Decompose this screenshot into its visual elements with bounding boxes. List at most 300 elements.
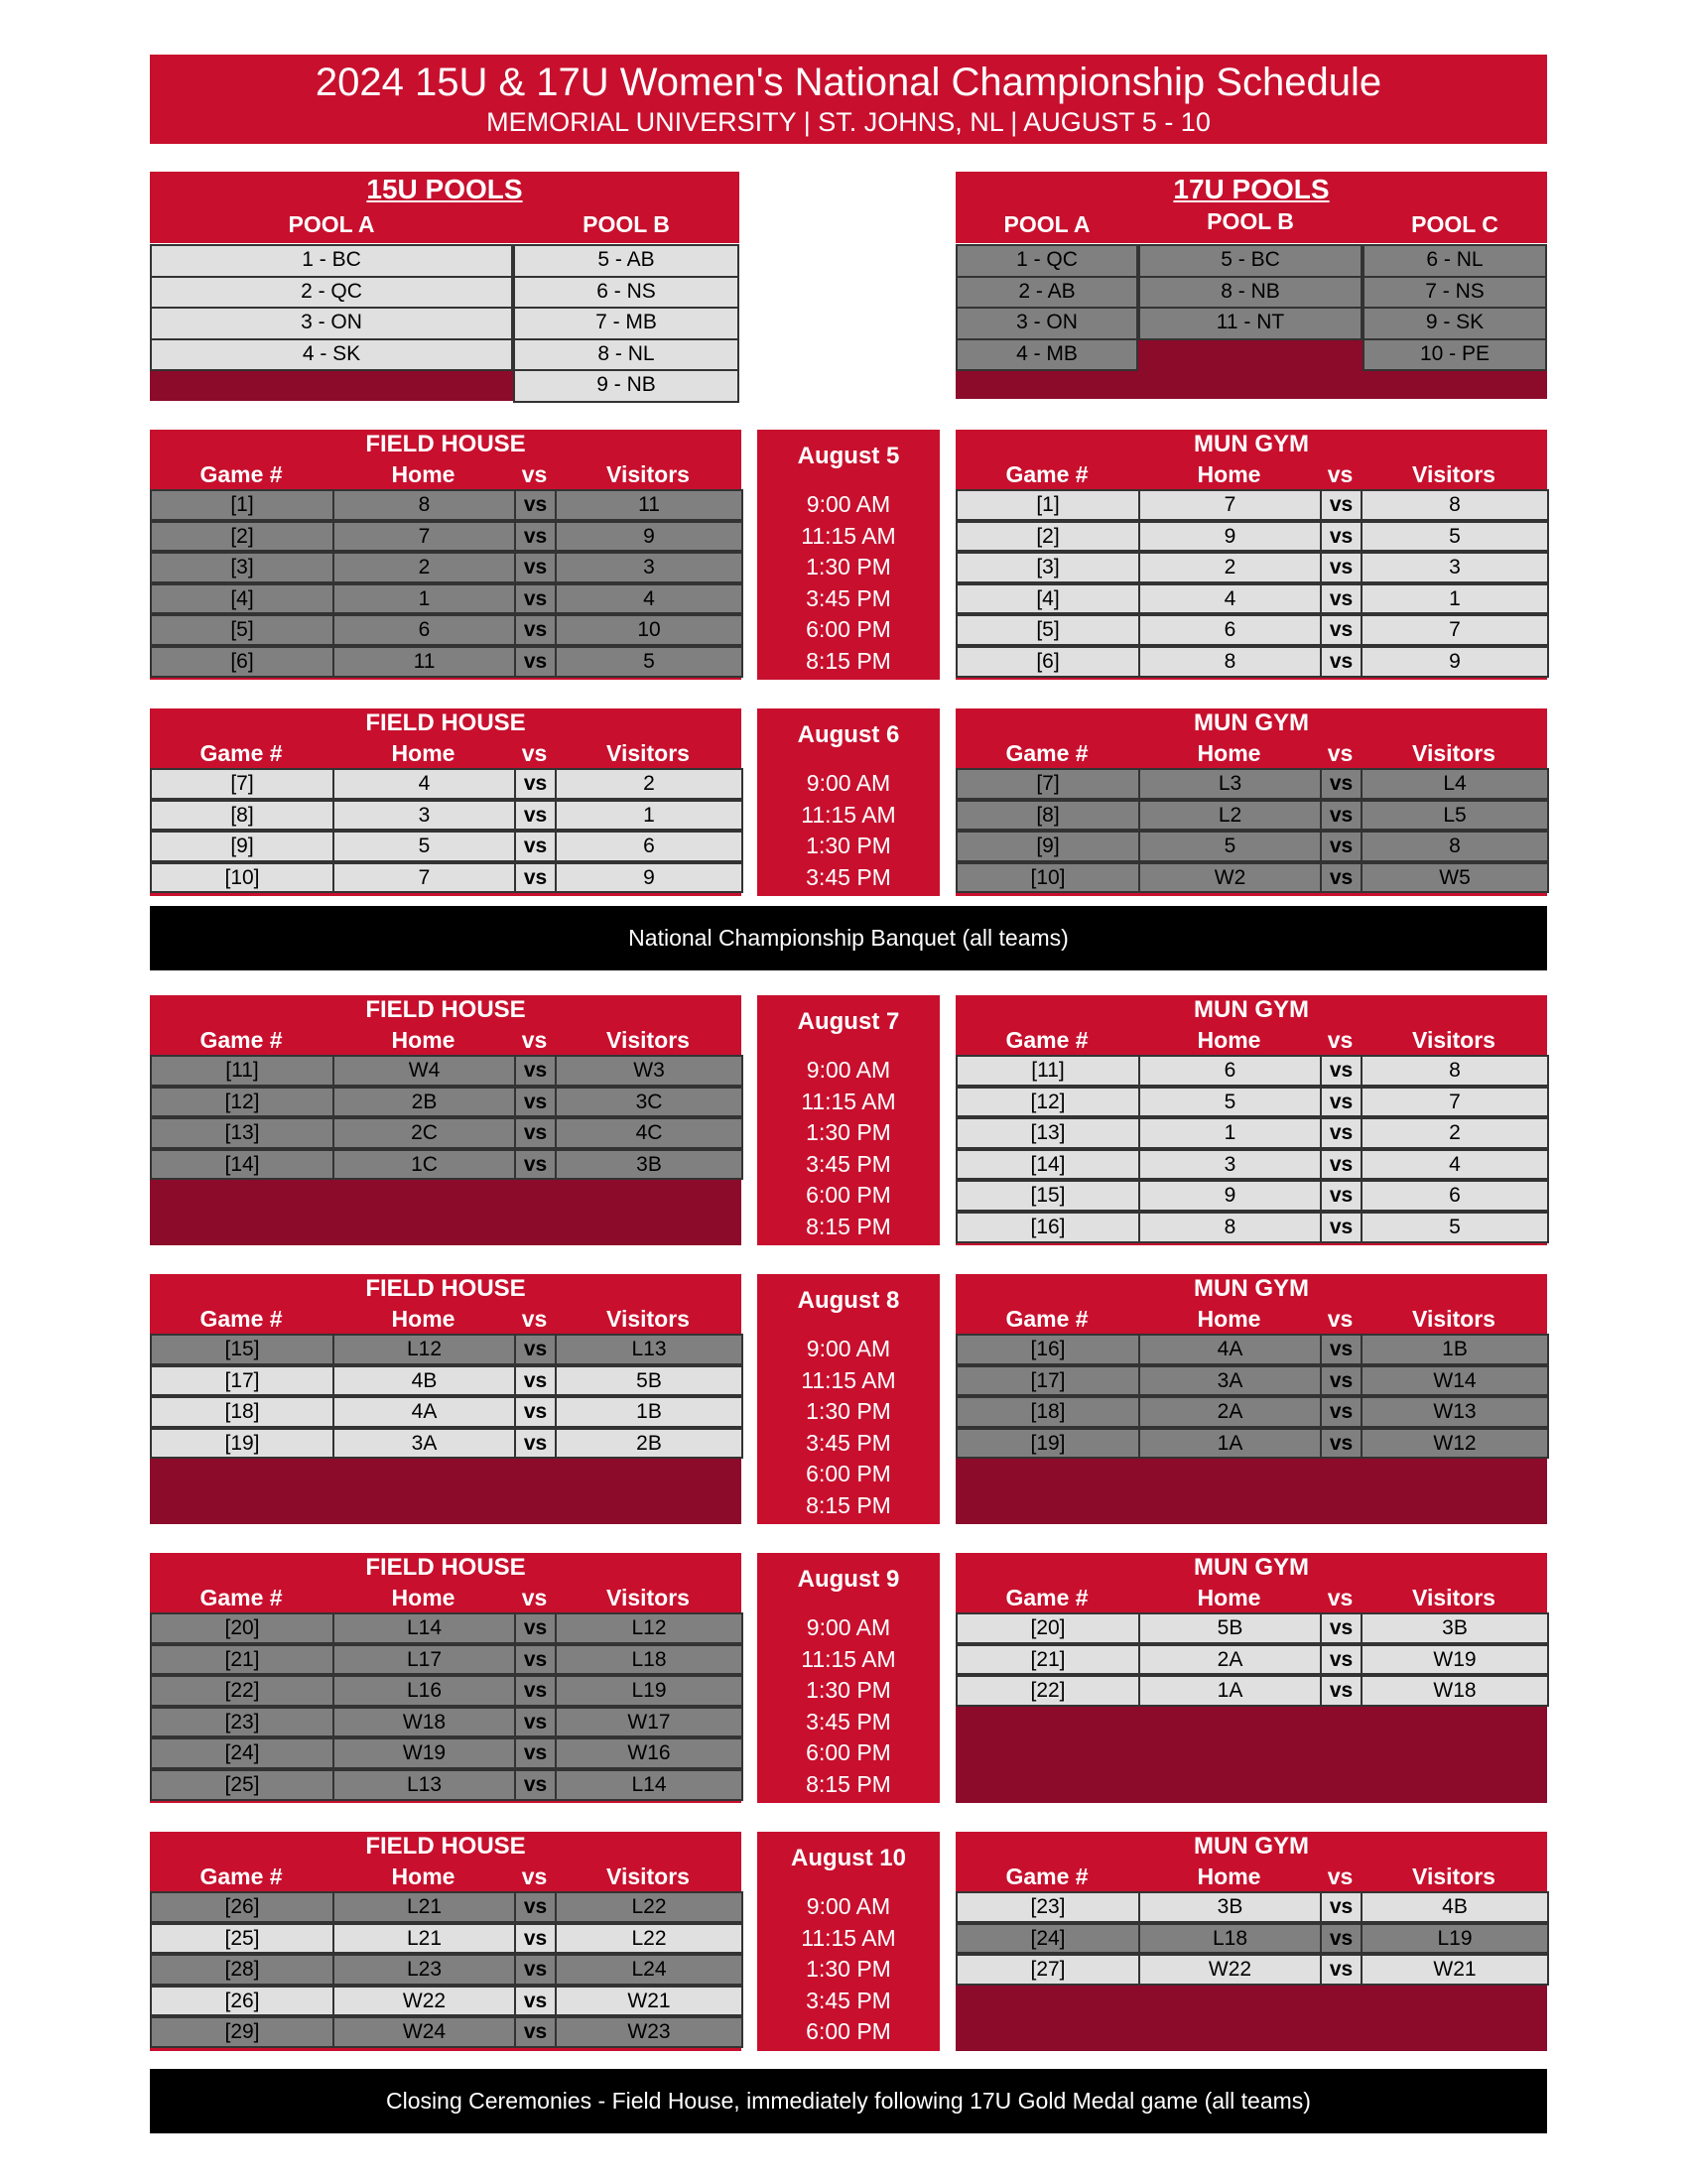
vs-header: vs — [521, 1585, 548, 1610]
visitor-team: L5 — [1361, 800, 1549, 832]
venue-name: MUN GYM — [1194, 431, 1309, 457]
visitor-team: 1 — [555, 800, 743, 832]
visitor-team: W16 — [555, 1737, 743, 1769]
visitor-team: W13 — [1361, 1396, 1549, 1428]
home-header: Home — [391, 740, 455, 766]
visitor-team: L22 — [555, 1891, 743, 1923]
day-label: August 6 — [797, 721, 900, 748]
vs-label: vs — [1320, 1087, 1363, 1118]
vs-label: vs — [514, 489, 557, 521]
vs-label: vs — [1320, 1055, 1363, 1087]
visitor-team: W19 — [1361, 1644, 1549, 1676]
game-number: [13] — [956, 1117, 1140, 1149]
visitor-team: 2B — [555, 1428, 743, 1460]
pools-17u-header — [956, 172, 1547, 243]
day-label: August 9 — [797, 1566, 900, 1593]
home-header: Home — [1197, 740, 1261, 766]
venue-header — [150, 1553, 741, 1612]
home-team: 1A — [1138, 1428, 1322, 1460]
game-row — [956, 1212, 1547, 1243]
home-team: L12 — [332, 1334, 516, 1365]
game-number: [23] — [150, 1707, 334, 1738]
visitor-team: 6 — [555, 831, 743, 862]
visitor-team: 10 — [555, 614, 743, 646]
game-row — [150, 1707, 741, 1738]
visitor-team: L22 — [555, 1923, 743, 1955]
time-slot: 3:45 PM — [806, 1150, 891, 1177]
game-row — [956, 768, 1547, 800]
game-header: Game # — [199, 1027, 283, 1053]
visitor-team: 3 — [555, 552, 743, 583]
time-slot: 8:15 PM — [806, 1770, 891, 1797]
time-slot: 6:00 PM — [806, 2018, 891, 2045]
venue-header — [150, 1832, 741, 1891]
game-row — [956, 1055, 1547, 1087]
visitor-team: 4 — [1361, 1149, 1549, 1181]
game-row — [956, 583, 1547, 615]
game-row — [956, 1149, 1547, 1181]
venue-name: FIELD HOUSE — [365, 1554, 526, 1581]
game-number: [16] — [956, 1212, 1140, 1243]
time-slot: 3:45 PM — [806, 1708, 891, 1734]
vs-label: vs — [514, 1737, 557, 1769]
empty-slots — [956, 1459, 1547, 1524]
day-label: August 7 — [797, 1008, 900, 1035]
home-team: 5B — [1138, 1612, 1322, 1644]
game-number: [10] — [956, 862, 1140, 894]
home-team: L2 — [1138, 800, 1322, 832]
vs-header: vs — [1327, 1863, 1354, 1889]
closing-banner: Closing Ceremonies - Field House, immediately following 17U Gold Medal game (all teams) — [150, 2069, 1547, 2133]
game-row — [150, 1644, 741, 1676]
game-row — [150, 646, 741, 678]
game-number: [2] — [150, 521, 334, 553]
venue-name: MUN GYM — [1194, 709, 1309, 736]
vs-label: vs — [514, 1644, 557, 1676]
pool-15u-b-team: 9 - NB — [513, 369, 739, 403]
game-number: [11] — [956, 1055, 1140, 1087]
game-row — [956, 489, 1547, 521]
game-header: Game # — [1005, 1585, 1089, 1610]
pool-17u-a-team: 3 - ON — [956, 307, 1138, 340]
time-slot: 8:15 PM — [806, 1213, 891, 1239]
game-row — [150, 768, 741, 800]
game-row — [956, 614, 1547, 646]
vs-label: vs — [514, 646, 557, 678]
visitor-team: L24 — [555, 1954, 743, 1986]
home-team: 9 — [1138, 1180, 1322, 1212]
vs-label: vs — [1320, 768, 1363, 800]
vs-label: vs — [514, 1891, 557, 1923]
column-headers — [956, 459, 1547, 489]
visitors-header: Visitors — [606, 1306, 690, 1332]
vs-label: vs — [514, 1954, 557, 1986]
visitor-team: W3 — [555, 1055, 743, 1087]
venue-name: MUN GYM — [1194, 1833, 1309, 1860]
empty-slots — [150, 1459, 741, 1524]
game-number: [7] — [150, 768, 334, 800]
game-row — [150, 2016, 741, 2048]
home-team: 1C — [332, 1149, 516, 1181]
vs-label: vs — [514, 1428, 557, 1460]
game-row — [956, 552, 1547, 583]
time-slot: 9:00 AM — [806, 1614, 891, 1640]
time-slot: 11:15 AM — [801, 1366, 896, 1393]
column-headers — [956, 1862, 1547, 1891]
home-team: L21 — [332, 1891, 516, 1923]
venue-header — [150, 995, 741, 1055]
pool-17u-c-team: 10 - PE — [1363, 338, 1547, 372]
home-team: 8 — [332, 489, 516, 521]
home-team: 1 — [1138, 1117, 1322, 1149]
time-slot: 1:30 PM — [806, 1677, 891, 1704]
home-team: 8 — [1138, 1212, 1322, 1243]
vs-label: vs — [1320, 1117, 1363, 1149]
visitor-team: W18 — [1361, 1675, 1549, 1707]
game-number: [25] — [150, 1769, 334, 1801]
vs-label: vs — [514, 1612, 557, 1644]
visitors-header: Visitors — [1412, 1863, 1495, 1889]
visitor-team: 5 — [1361, 1212, 1549, 1243]
visitor-team: 9 — [555, 521, 743, 553]
visitor-team: L13 — [555, 1334, 743, 1365]
game-row — [956, 1334, 1547, 1365]
visitor-team: 5 — [1361, 521, 1549, 553]
vs-label: vs — [514, 1334, 557, 1365]
game-header: Game # — [1005, 1306, 1089, 1332]
venue-header — [150, 1274, 741, 1334]
vs-label: vs — [514, 1087, 557, 1118]
vs-label: vs — [1320, 1923, 1363, 1955]
pool-17u-b-label: POOL B — [1207, 208, 1294, 234]
game-row — [150, 552, 741, 583]
visitor-team: 8 — [1361, 1055, 1549, 1087]
visitor-team: L4 — [1361, 768, 1549, 800]
visitor-team: 8 — [1361, 489, 1549, 521]
home-team: 1A — [1138, 1675, 1322, 1707]
pool-15u-a-team: 2 - QC — [150, 276, 513, 310]
day-label: August 10 — [790, 1845, 906, 1871]
home-team: W18 — [332, 1707, 516, 1738]
game-row — [150, 862, 741, 894]
game-number: [6] — [150, 646, 334, 678]
home-header: Home — [391, 1306, 455, 1332]
time-slot: 6:00 PM — [806, 1182, 891, 1209]
pool-17u-a-team: 2 - AB — [956, 276, 1138, 310]
game-header: Game # — [1005, 461, 1089, 487]
vs-label: vs — [514, 1923, 557, 1955]
pools-17u-title: 17U POOLS — [1173, 174, 1330, 204]
visitors-header: Visitors — [606, 1027, 690, 1053]
game-number: [19] — [150, 1428, 334, 1460]
visitor-team: 2 — [555, 768, 743, 800]
home-header: Home — [391, 461, 455, 487]
pool-15u-b-team: 5 - AB — [513, 244, 739, 278]
pool-filler — [150, 369, 513, 401]
day-times — [757, 1565, 940, 1801]
column-headers — [956, 738, 1547, 768]
time-slot: 11:15 AM — [801, 1088, 896, 1114]
game-number: [2] — [956, 521, 1140, 553]
venue-header — [956, 995, 1547, 1055]
home-team: 2C — [332, 1117, 516, 1149]
game-number: [16] — [956, 1334, 1140, 1365]
home-team: 7 — [332, 521, 516, 553]
game-row — [150, 1117, 741, 1149]
home-header: Home — [391, 1585, 455, 1610]
venue-header — [956, 1832, 1547, 1891]
home-header: Home — [1197, 461, 1261, 487]
vs-label: vs — [1320, 646, 1363, 678]
vs-label: vs — [514, 552, 557, 583]
home-team: 3 — [1138, 1149, 1322, 1181]
vs-label: vs — [514, 862, 557, 894]
vs-label: vs — [1320, 1396, 1363, 1428]
visitor-team: 9 — [1361, 646, 1549, 678]
game-header: Game # — [1005, 1863, 1089, 1889]
time-slot: 3:45 PM — [806, 584, 891, 611]
pool-17u-b-team: 8 - NB — [1138, 276, 1363, 310]
venue-name: FIELD HOUSE — [365, 1833, 526, 1860]
home-team: 3 — [332, 800, 516, 832]
vs-header: vs — [521, 740, 548, 766]
game-number: [28] — [150, 1954, 334, 1986]
pool-15u-b-label: POOL B — [583, 211, 670, 237]
game-row — [956, 1365, 1547, 1397]
home-team: W22 — [332, 1986, 516, 2017]
home-header: Home — [391, 1027, 455, 1053]
visitor-team: 5 — [555, 646, 743, 678]
home-team: 4 — [1138, 583, 1322, 615]
visitor-team: W14 — [1361, 1365, 1549, 1397]
game-header: Game # — [199, 1863, 283, 1889]
vs-label: vs — [1320, 1954, 1363, 1986]
time-slot: 9:00 AM — [806, 491, 891, 517]
home-team: L3 — [1138, 768, 1322, 800]
game-row — [150, 1923, 741, 1955]
vs-label: vs — [514, 831, 557, 862]
home-team: 2A — [1138, 1396, 1322, 1428]
game-header: Game # — [199, 1585, 283, 1610]
home-team: W4 — [332, 1055, 516, 1087]
vs-label: vs — [514, 1055, 557, 1087]
game-number: [10] — [150, 862, 334, 894]
visitor-team: W17 — [555, 1707, 743, 1738]
game-number: [19] — [956, 1428, 1140, 1460]
vs-label: vs — [514, 614, 557, 646]
visitors-header: Visitors — [1412, 1585, 1495, 1610]
time-slot: 11:15 AM — [801, 522, 896, 549]
pool-15u-a-team: 1 - BC — [150, 244, 513, 278]
game-number: [21] — [956, 1644, 1140, 1676]
empty-slots — [956, 1707, 1547, 1803]
empty-slots — [956, 1986, 1547, 2051]
game-number: [20] — [150, 1612, 334, 1644]
vs-header: vs — [521, 1306, 548, 1332]
visitor-team: 8 — [1361, 831, 1549, 862]
home-team: 6 — [1138, 1055, 1322, 1087]
home-team: 2A — [1138, 1644, 1322, 1676]
vs-label: vs — [1320, 552, 1363, 583]
venue-header — [150, 430, 741, 489]
column-headers — [150, 1583, 741, 1612]
visitors-header: Visitors — [1412, 461, 1495, 487]
game-number: [4] — [956, 583, 1140, 615]
page-title: 2024 15U & 17U Women's National Championship Schedule — [315, 61, 1382, 104]
game-number: [12] — [150, 1087, 334, 1118]
vs-header: vs — [521, 461, 548, 487]
time-slot: 9:00 AM — [806, 1336, 891, 1361]
column-headers — [150, 459, 741, 489]
game-number: [6] — [956, 646, 1140, 678]
game-number: [13] — [150, 1117, 334, 1149]
game-number: [14] — [150, 1149, 334, 1181]
time-slot: 9:00 AM — [806, 1893, 891, 1919]
home-team: 8 — [1138, 646, 1322, 678]
time-slot: 6:00 PM — [806, 1461, 891, 1487]
game-number: [15] — [956, 1180, 1140, 1212]
visitor-team: 4B — [1361, 1891, 1549, 1923]
venue-name: FIELD HOUSE — [365, 996, 526, 1023]
visitor-team: 1 — [1361, 583, 1549, 615]
home-team: 11 — [332, 646, 516, 678]
pool-17u-c-team: 9 - SK — [1363, 307, 1547, 340]
vs-label: vs — [514, 800, 557, 832]
home-header: Home — [1197, 1863, 1261, 1889]
column-headers — [956, 1304, 1547, 1334]
venue-name: MUN GYM — [1194, 996, 1309, 1023]
visitor-team: 1B — [1361, 1334, 1549, 1365]
pool-17u-a-label: POOL A — [1003, 211, 1091, 237]
home-team: W2 — [1138, 862, 1322, 894]
visitor-team: L19 — [1361, 1923, 1549, 1955]
time-slot: 1:30 PM — [806, 1398, 891, 1425]
game-row — [150, 800, 741, 832]
pool-15u-a-team: 3 - ON — [150, 307, 513, 340]
home-team: L13 — [332, 1769, 516, 1801]
home-header: Home — [1197, 1585, 1261, 1610]
game-row — [956, 646, 1547, 678]
home-team: 5 — [332, 831, 516, 862]
game-number: [4] — [150, 583, 334, 615]
pools-15u-title: 15U POOLS — [366, 174, 523, 204]
game-number: [14] — [956, 1149, 1140, 1181]
vs-label: vs — [1320, 1612, 1363, 1644]
game-row — [956, 1891, 1547, 1923]
column-headers — [150, 738, 741, 768]
game-row — [956, 1954, 1547, 1986]
venue-header — [956, 1553, 1547, 1612]
pool-17u-c-team: 6 - NL — [1363, 244, 1547, 278]
visitor-team: 9 — [555, 862, 743, 894]
venue-header — [150, 708, 741, 768]
vs-label: vs — [1320, 1149, 1363, 1181]
home-header: Home — [391, 1863, 455, 1889]
visitors-header: Visitors — [1412, 1306, 1495, 1332]
pools-15u-header — [150, 172, 739, 243]
game-number: [17] — [956, 1365, 1140, 1397]
visitor-team: 7 — [1361, 1087, 1549, 1118]
pool-17u-b-team: 5 - BC — [1138, 244, 1363, 278]
home-team: 4B — [332, 1365, 516, 1397]
home-team: L17 — [332, 1644, 516, 1676]
game-number: [27] — [956, 1954, 1140, 1986]
game-row — [150, 1737, 741, 1769]
venue-name: MUN GYM — [1194, 1275, 1309, 1302]
home-team: L16 — [332, 1675, 516, 1707]
game-row — [150, 583, 741, 615]
visitor-team: 11 — [555, 489, 743, 521]
visitors-header: Visitors — [1412, 740, 1495, 766]
game-number: [22] — [150, 1675, 334, 1707]
game-row — [150, 1149, 741, 1181]
home-team: 6 — [1138, 614, 1322, 646]
game-row — [150, 1087, 741, 1118]
game-number: [12] — [956, 1087, 1140, 1118]
vs-label: vs — [514, 1365, 557, 1397]
visitor-team: W23 — [555, 2016, 743, 2048]
vs-label: vs — [1320, 831, 1363, 862]
visitor-team: W12 — [1361, 1428, 1549, 1460]
game-number: [25] — [150, 1923, 334, 1955]
vs-label: vs — [514, 1675, 557, 1707]
home-team: L21 — [332, 1923, 516, 1955]
visitor-team: W21 — [1361, 1954, 1549, 1986]
game-row — [956, 1396, 1547, 1428]
game-row — [956, 862, 1547, 894]
visitor-team: 3 — [1361, 552, 1549, 583]
game-number: [8] — [956, 800, 1140, 832]
game-number: [9] — [956, 831, 1140, 862]
visitor-team: L19 — [555, 1675, 743, 1707]
visitor-team: 2 — [1361, 1117, 1549, 1149]
pool-17u-c-label: POOL C — [1411, 211, 1498, 237]
game-row — [956, 1428, 1547, 1460]
venue-header — [956, 430, 1547, 489]
pool-15u-a-team: 4 - SK — [150, 338, 513, 372]
column-headers — [150, 1862, 741, 1891]
column-headers — [150, 1025, 741, 1055]
title-band — [150, 55, 1547, 144]
time-slot: 11:15 AM — [801, 1924, 896, 1951]
home-team: 5 — [1138, 831, 1322, 862]
game-number: [26] — [150, 1986, 334, 2017]
home-team: 7 — [1138, 489, 1322, 521]
vs-label: vs — [514, 1117, 557, 1149]
game-row — [150, 831, 741, 862]
game-row — [956, 521, 1547, 553]
game-row — [150, 1365, 741, 1397]
vs-header: vs — [1327, 1585, 1354, 1610]
vs-label: vs — [1320, 862, 1363, 894]
day-times — [757, 442, 940, 678]
game-number: [1] — [956, 489, 1140, 521]
venue-header — [956, 1274, 1547, 1334]
visitor-team: L12 — [555, 1612, 743, 1644]
game-number: [18] — [956, 1396, 1140, 1428]
visitors-header: Visitors — [606, 1585, 690, 1610]
pool-15u-b-team: 7 - MB — [513, 307, 739, 340]
pool-15u-a-label: POOL A — [288, 211, 375, 237]
game-row — [956, 800, 1547, 832]
vs-label: vs — [514, 1149, 557, 1181]
page-subtitle: MEMORIAL UNIVERSITY | ST. JOHNS, NL | AUGUST 5 - 10 — [486, 107, 1211, 137]
game-number: [8] — [150, 800, 334, 832]
visitor-team: 3B — [1361, 1612, 1549, 1644]
day-times — [757, 1007, 940, 1243]
visitor-team: W21 — [555, 1986, 743, 2017]
vs-label: vs — [1320, 1428, 1363, 1460]
